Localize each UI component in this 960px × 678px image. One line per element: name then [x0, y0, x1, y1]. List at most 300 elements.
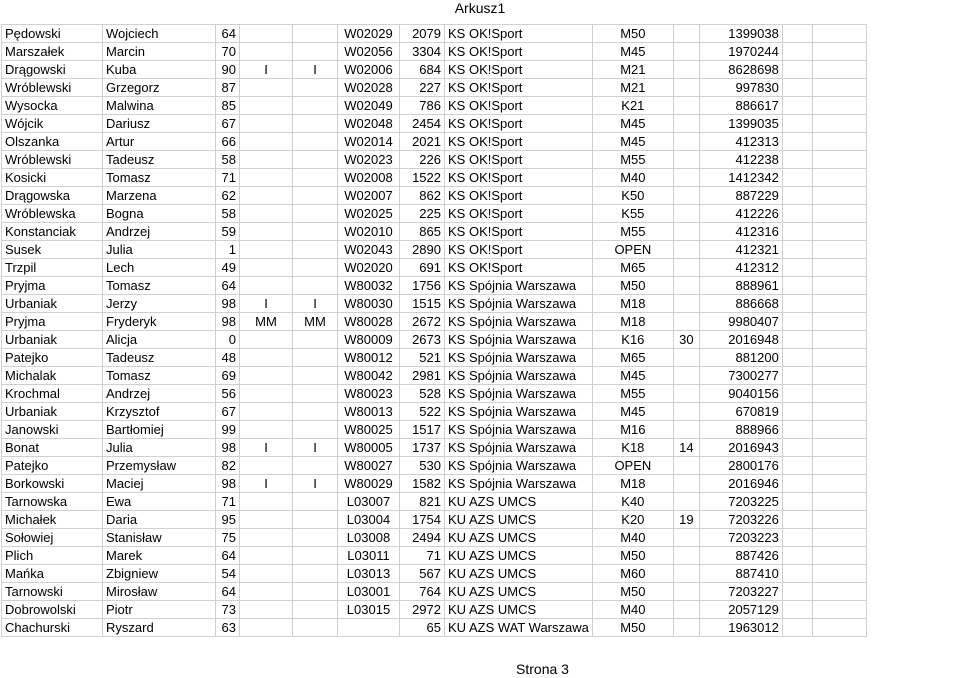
cell-col-d[interactable] [240, 277, 293, 295]
cell-col-e[interactable] [293, 115, 338, 133]
cell-id[interactable]: 412226 [699, 205, 782, 223]
cell-first-name[interactable]: Alicja [103, 331, 216, 349]
cell-id[interactable]: 9980407 [699, 313, 782, 331]
cell-first-name[interactable]: Malwina [103, 97, 216, 115]
cell-last-name[interactable]: Konstanciak [2, 223, 103, 241]
cell-id[interactable]: 2057129 [699, 601, 782, 619]
cell-category[interactable]: M45 [592, 403, 673, 421]
cell-col-j[interactable] [673, 385, 699, 403]
cell-col-m[interactable] [812, 619, 866, 637]
cell-age[interactable]: 90 [216, 61, 240, 79]
cell-col-l[interactable] [782, 619, 812, 637]
cell-col-j[interactable] [673, 475, 699, 493]
cell-col-l[interactable] [782, 331, 812, 349]
cell-code[interactable]: W80030 [338, 295, 400, 313]
cell-col-e[interactable] [293, 367, 338, 385]
cell-category[interactable]: K50 [592, 187, 673, 205]
cell-col-l[interactable] [782, 277, 812, 295]
cell-id[interactable]: 1399038 [699, 25, 782, 43]
cell-first-name[interactable]: Fryderyk [103, 313, 216, 331]
cell-col-e[interactable] [293, 259, 338, 277]
cell-last-name[interactable]: Borkowski [2, 475, 103, 493]
cell-code[interactable]: W80032 [338, 277, 400, 295]
cell-col-e[interactable] [293, 493, 338, 511]
cell-first-name[interactable]: Marcin [103, 43, 216, 61]
cell-col-l[interactable] [782, 223, 812, 241]
cell-code[interactable]: W02043 [338, 241, 400, 259]
cell-number[interactable]: 71 [400, 547, 445, 565]
cell-last-name[interactable]: Susek [2, 241, 103, 259]
cell-code[interactable]: L03004 [338, 511, 400, 529]
cell-club[interactable]: KU AZS UMCS [445, 511, 593, 529]
cell-code[interactable]: W80023 [338, 385, 400, 403]
cell-code[interactable]: W02028 [338, 79, 400, 97]
cell-club[interactable]: KS Spójnia Warszawa [445, 439, 593, 457]
cell-first-name[interactable]: Bogna [103, 205, 216, 223]
cell-club[interactable]: KS OK!Sport [445, 25, 593, 43]
cell-number[interactable]: 1517 [400, 421, 445, 439]
cell-col-d[interactable] [240, 115, 293, 133]
cell-col-m[interactable] [812, 583, 866, 601]
cell-number[interactable]: 764 [400, 583, 445, 601]
cell-col-d[interactable] [240, 331, 293, 349]
cell-club[interactable]: KS OK!Sport [445, 169, 593, 187]
cell-id[interactable]: 7300277 [699, 367, 782, 385]
cell-age[interactable]: 56 [216, 385, 240, 403]
cell-code[interactable]: L03011 [338, 547, 400, 565]
cell-code[interactable]: W02056 [338, 43, 400, 61]
cell-first-name[interactable]: Zbigniew [103, 565, 216, 583]
cell-code[interactable]: W02049 [338, 97, 400, 115]
cell-col-d[interactable] [240, 457, 293, 475]
cell-first-name[interactable]: Andrzej [103, 223, 216, 241]
cell-age[interactable]: 48 [216, 349, 240, 367]
cell-col-l[interactable] [782, 565, 812, 583]
cell-col-l[interactable] [782, 349, 812, 367]
cell-col-d[interactable] [240, 97, 293, 115]
cell-col-e[interactable] [293, 97, 338, 115]
cell-id[interactable]: 412313 [699, 133, 782, 151]
cell-col-j[interactable] [673, 133, 699, 151]
cell-col-m[interactable] [812, 79, 866, 97]
cell-number[interactable]: 1515 [400, 295, 445, 313]
cell-category[interactable]: K55 [592, 205, 673, 223]
cell-col-d[interactable] [240, 493, 293, 511]
cell-col-l[interactable] [782, 439, 812, 457]
cell-col-j[interactable] [673, 259, 699, 277]
cell-col-e[interactable] [293, 565, 338, 583]
cell-category[interactable]: K18 [592, 439, 673, 457]
cell-col-l[interactable] [782, 421, 812, 439]
cell-col-d[interactable]: MM [240, 313, 293, 331]
cell-id[interactable]: 886668 [699, 295, 782, 313]
cell-col-l[interactable] [782, 43, 812, 61]
cell-col-l[interactable] [782, 457, 812, 475]
cell-col-l[interactable] [782, 115, 812, 133]
cell-col-j[interactable] [673, 241, 699, 259]
cell-col-d[interactable] [240, 79, 293, 97]
cell-last-name[interactable]: Wróblewska [2, 205, 103, 223]
cell-club[interactable]: KU AZS UMCS [445, 601, 593, 619]
cell-first-name[interactable]: Tadeusz [103, 349, 216, 367]
cell-col-d[interactable] [240, 367, 293, 385]
cell-age[interactable]: 95 [216, 511, 240, 529]
cell-col-d[interactable]: I [240, 295, 293, 313]
cell-col-l[interactable] [782, 529, 812, 547]
cell-col-m[interactable] [812, 349, 866, 367]
cell-last-name[interactable]: Michałek [2, 511, 103, 529]
cell-category[interactable]: M65 [592, 349, 673, 367]
cell-code[interactable]: W02014 [338, 133, 400, 151]
cell-col-d[interactable]: I [240, 439, 293, 457]
cell-col-m[interactable] [812, 511, 866, 529]
cell-category[interactable]: M55 [592, 223, 673, 241]
cell-club[interactable]: KS OK!Sport [445, 259, 593, 277]
cell-code[interactable] [338, 619, 400, 637]
cell-code[interactable]: W80028 [338, 313, 400, 331]
cell-col-j[interactable] [673, 529, 699, 547]
cell-age[interactable]: 67 [216, 115, 240, 133]
cell-col-d[interactable] [240, 241, 293, 259]
cell-age[interactable]: 49 [216, 259, 240, 277]
cell-id[interactable]: 887426 [699, 547, 782, 565]
cell-club[interactable]: KS Spójnia Warszawa [445, 421, 593, 439]
cell-club[interactable]: KS Spójnia Warszawa [445, 385, 593, 403]
cell-col-e[interactable] [293, 619, 338, 637]
cell-col-j[interactable] [673, 619, 699, 637]
cell-col-m[interactable] [812, 421, 866, 439]
cell-last-name[interactable]: Wróblewski [2, 79, 103, 97]
cell-number[interactable]: 1756 [400, 277, 445, 295]
cell-club[interactable]: KU AZS WAT Warszawa [445, 619, 593, 637]
cell-age[interactable]: 58 [216, 151, 240, 169]
cell-number[interactable]: 2494 [400, 529, 445, 547]
cell-category[interactable]: M55 [592, 385, 673, 403]
cell-col-e[interactable] [293, 25, 338, 43]
cell-col-e[interactable] [293, 511, 338, 529]
cell-col-l[interactable] [782, 475, 812, 493]
cell-age[interactable]: 59 [216, 223, 240, 241]
cell-col-m[interactable] [812, 187, 866, 205]
cell-category[interactable]: K40 [592, 493, 673, 511]
cell-col-j[interactable] [673, 457, 699, 475]
cell-col-j[interactable] [673, 295, 699, 313]
cell-col-e[interactable] [293, 421, 338, 439]
cell-col-m[interactable] [812, 403, 866, 421]
cell-category[interactable]: M45 [592, 115, 673, 133]
cell-col-d[interactable] [240, 619, 293, 637]
cell-col-e[interactable] [293, 403, 338, 421]
cell-col-e[interactable] [293, 331, 338, 349]
cell-col-l[interactable] [782, 601, 812, 619]
cell-category[interactable]: K20 [592, 511, 673, 529]
cell-first-name[interactable]: Marzena [103, 187, 216, 205]
cell-id[interactable]: 7203223 [699, 529, 782, 547]
cell-col-e[interactable] [293, 205, 338, 223]
cell-id[interactable]: 1970244 [699, 43, 782, 61]
cell-first-name[interactable]: Wojciech [103, 25, 216, 43]
cell-code[interactable]: W02010 [338, 223, 400, 241]
cell-number[interactable]: 1737 [400, 439, 445, 457]
cell-category[interactable]: M65 [592, 259, 673, 277]
cell-col-l[interactable] [782, 583, 812, 601]
cell-id[interactable]: 2800176 [699, 457, 782, 475]
cell-col-d[interactable] [240, 349, 293, 367]
cell-club[interactable]: KS OK!Sport [445, 79, 593, 97]
cell-col-j[interactable] [673, 25, 699, 43]
cell-number[interactable]: 227 [400, 79, 445, 97]
cell-club[interactable]: KS OK!Sport [445, 61, 593, 79]
cell-last-name[interactable]: Sołowiej [2, 529, 103, 547]
cell-number[interactable]: 2673 [400, 331, 445, 349]
cell-age[interactable]: 1 [216, 241, 240, 259]
cell-last-name[interactable]: Wójcik [2, 115, 103, 133]
cell-col-m[interactable] [812, 61, 866, 79]
cell-club[interactable]: KS Spójnia Warszawa [445, 367, 593, 385]
cell-id[interactable]: 1399035 [699, 115, 782, 133]
cell-col-m[interactable] [812, 313, 866, 331]
cell-number[interactable]: 2454 [400, 115, 445, 133]
cell-col-l[interactable] [782, 385, 812, 403]
cell-col-m[interactable] [812, 115, 866, 133]
cell-code[interactable]: L03015 [338, 601, 400, 619]
cell-number[interactable]: 1582 [400, 475, 445, 493]
cell-col-d[interactable] [240, 151, 293, 169]
cell-last-name[interactable]: Patejko [2, 349, 103, 367]
cell-code[interactable]: W02008 [338, 169, 400, 187]
cell-col-d[interactable]: I [240, 61, 293, 79]
cell-col-m[interactable] [812, 529, 866, 547]
cell-col-d[interactable] [240, 205, 293, 223]
cell-col-e[interactable] [293, 223, 338, 241]
cell-category[interactable]: M45 [592, 133, 673, 151]
cell-id[interactable]: 887410 [699, 565, 782, 583]
cell-club[interactable]: KU AZS UMCS [445, 529, 593, 547]
cell-age[interactable]: 98 [216, 313, 240, 331]
cell-col-e[interactable] [293, 187, 338, 205]
cell-col-l[interactable] [782, 169, 812, 187]
cell-age[interactable]: 82 [216, 457, 240, 475]
cell-age[interactable]: 69 [216, 367, 240, 385]
cell-id[interactable]: 7203225 [699, 493, 782, 511]
cell-col-l[interactable] [782, 313, 812, 331]
cell-club[interactable]: KS Spójnia Warszawa [445, 295, 593, 313]
cell-col-e[interactable] [293, 79, 338, 97]
cell-last-name[interactable]: Chachurski [2, 619, 103, 637]
cell-col-j[interactable] [673, 565, 699, 583]
cell-col-l[interactable] [782, 259, 812, 277]
cell-col-j[interactable] [673, 205, 699, 223]
cell-first-name[interactable]: Daria [103, 511, 216, 529]
cell-col-l[interactable] [782, 97, 812, 115]
cell-category[interactable]: M18 [592, 313, 673, 331]
cell-age[interactable]: 64 [216, 547, 240, 565]
cell-col-j[interactable] [673, 601, 699, 619]
cell-category[interactable]: M45 [592, 367, 673, 385]
cell-last-name[interactable]: Plich [2, 547, 103, 565]
cell-last-name[interactable]: Pryjma [2, 313, 103, 331]
cell-col-j[interactable] [673, 421, 699, 439]
cell-col-e[interactable]: MM [293, 313, 338, 331]
cell-age[interactable]: 67 [216, 403, 240, 421]
cell-number[interactable]: 530 [400, 457, 445, 475]
cell-col-d[interactable] [240, 547, 293, 565]
cell-col-m[interactable] [812, 367, 866, 385]
cell-age[interactable]: 64 [216, 277, 240, 295]
cell-last-name[interactable]: Bonat [2, 439, 103, 457]
cell-col-d[interactable] [240, 421, 293, 439]
cell-first-name[interactable]: Piotr [103, 601, 216, 619]
cell-last-name[interactable]: Tarnowska [2, 493, 103, 511]
cell-code[interactable]: W80029 [338, 475, 400, 493]
cell-id[interactable]: 886617 [699, 97, 782, 115]
cell-col-l[interactable] [782, 187, 812, 205]
cell-col-m[interactable] [812, 475, 866, 493]
cell-col-m[interactable] [812, 547, 866, 565]
cell-code[interactable]: L03001 [338, 583, 400, 601]
cell-col-m[interactable] [812, 97, 866, 115]
cell-col-d[interactable] [240, 259, 293, 277]
cell-col-j[interactable] [673, 547, 699, 565]
cell-club[interactable]: KS OK!Sport [445, 43, 593, 61]
cell-last-name[interactable]: Urbaniak [2, 295, 103, 313]
cell-last-name[interactable]: Wysocka [2, 97, 103, 115]
cell-col-l[interactable] [782, 61, 812, 79]
cell-category[interactable]: M55 [592, 151, 673, 169]
cell-code[interactable]: L03008 [338, 529, 400, 547]
cell-number[interactable]: 2021 [400, 133, 445, 151]
cell-number[interactable]: 684 [400, 61, 445, 79]
cell-first-name[interactable]: Tomasz [103, 169, 216, 187]
cell-col-e[interactable] [293, 241, 338, 259]
cell-age[interactable]: 58 [216, 205, 240, 223]
cell-category[interactable]: K16 [592, 331, 673, 349]
cell-age[interactable]: 71 [216, 169, 240, 187]
cell-number[interactable]: 1754 [400, 511, 445, 529]
cell-col-j[interactable] [673, 367, 699, 385]
cell-first-name[interactable]: Maciej [103, 475, 216, 493]
cell-age[interactable]: 87 [216, 79, 240, 97]
cell-age[interactable]: 64 [216, 583, 240, 601]
cell-last-name[interactable]: Patejko [2, 457, 103, 475]
cell-col-j[interactable] [673, 151, 699, 169]
cell-category[interactable]: M50 [592, 547, 673, 565]
cell-col-d[interactable] [240, 25, 293, 43]
cell-age[interactable]: 98 [216, 439, 240, 457]
cell-category[interactable]: OPEN [592, 457, 673, 475]
cell-id[interactable]: 412312 [699, 259, 782, 277]
cell-code[interactable]: W80025 [338, 421, 400, 439]
cell-col-d[interactable] [240, 583, 293, 601]
cell-first-name[interactable]: Bartłomiej [103, 421, 216, 439]
cell-first-name[interactable]: Mirosław [103, 583, 216, 601]
cell-col-l[interactable] [782, 295, 812, 313]
cell-category[interactable]: M50 [592, 277, 673, 295]
cell-category[interactable]: M21 [592, 61, 673, 79]
cell-col-j[interactable] [673, 97, 699, 115]
cell-last-name[interactable]: Michalak [2, 367, 103, 385]
cell-number[interactable]: 2890 [400, 241, 445, 259]
cell-col-d[interactable] [240, 223, 293, 241]
cell-code[interactable]: W80042 [338, 367, 400, 385]
cell-first-name[interactable]: Andrzej [103, 385, 216, 403]
cell-col-m[interactable] [812, 277, 866, 295]
cell-col-j[interactable] [673, 313, 699, 331]
cell-age[interactable]: 0 [216, 331, 240, 349]
cell-number[interactable]: 1522 [400, 169, 445, 187]
cell-col-j[interactable]: 30 [673, 331, 699, 349]
cell-id[interactable]: 881200 [699, 349, 782, 367]
cell-category[interactable]: M50 [592, 619, 673, 637]
cell-last-name[interactable]: Wróblewski [2, 151, 103, 169]
cell-category[interactable]: M40 [592, 529, 673, 547]
cell-number[interactable]: 225 [400, 205, 445, 223]
cell-col-j[interactable] [673, 43, 699, 61]
cell-first-name[interactable]: Artur [103, 133, 216, 151]
cell-col-e[interactable] [293, 385, 338, 403]
cell-club[interactable]: KS Spójnia Warszawa [445, 457, 593, 475]
cell-col-m[interactable] [812, 331, 866, 349]
cell-age[interactable]: 75 [216, 529, 240, 547]
cell-category[interactable]: M16 [592, 421, 673, 439]
cell-id[interactable]: 887229 [699, 187, 782, 205]
cell-first-name[interactable]: Julia [103, 241, 216, 259]
cell-last-name[interactable]: Olszanka [2, 133, 103, 151]
cell-id[interactable]: 1963012 [699, 619, 782, 637]
cell-last-name[interactable]: Dobrowolski [2, 601, 103, 619]
cell-col-d[interactable] [240, 133, 293, 151]
cell-id[interactable]: 2016943 [699, 439, 782, 457]
cell-last-name[interactable]: Urbaniak [2, 331, 103, 349]
cell-last-name[interactable]: Tarnowski [2, 583, 103, 601]
cell-club[interactable]: KS Spójnia Warszawa [445, 331, 593, 349]
cell-club[interactable]: KS Spójnia Warszawa [445, 475, 593, 493]
cell-col-e[interactable] [293, 457, 338, 475]
cell-number[interactable]: 862 [400, 187, 445, 205]
cell-id[interactable]: 2016948 [699, 331, 782, 349]
cell-col-l[interactable] [782, 511, 812, 529]
cell-code[interactable]: W02025 [338, 205, 400, 223]
cell-club[interactable]: KS OK!Sport [445, 223, 593, 241]
cell-number[interactable]: 528 [400, 385, 445, 403]
cell-col-m[interactable] [812, 241, 866, 259]
cell-age[interactable]: 73 [216, 601, 240, 619]
cell-age[interactable]: 64 [216, 25, 240, 43]
cell-code[interactable]: W80027 [338, 457, 400, 475]
cell-age[interactable]: 66 [216, 133, 240, 151]
cell-club[interactable]: KU AZS UMCS [445, 583, 593, 601]
cell-category[interactable]: M60 [592, 565, 673, 583]
cell-col-j[interactable] [673, 277, 699, 295]
cell-age[interactable]: 62 [216, 187, 240, 205]
cell-col-e[interactable] [293, 529, 338, 547]
cell-first-name[interactable]: Przemysław [103, 457, 216, 475]
cell-col-j[interactable] [673, 61, 699, 79]
cell-col-d[interactable] [240, 529, 293, 547]
cell-col-m[interactable] [812, 205, 866, 223]
cell-club[interactable]: KS OK!Sport [445, 133, 593, 151]
cell-col-m[interactable] [812, 601, 866, 619]
cell-age[interactable]: 98 [216, 475, 240, 493]
cell-last-name[interactable]: Mańka [2, 565, 103, 583]
cell-last-name[interactable]: Trzpil [2, 259, 103, 277]
cell-first-name[interactable]: Kuba [103, 61, 216, 79]
cell-code[interactable]: W02006 [338, 61, 400, 79]
cell-id[interactable]: 412316 [699, 223, 782, 241]
cell-col-m[interactable] [812, 25, 866, 43]
cell-col-j[interactable] [673, 169, 699, 187]
cell-col-d[interactable] [240, 385, 293, 403]
